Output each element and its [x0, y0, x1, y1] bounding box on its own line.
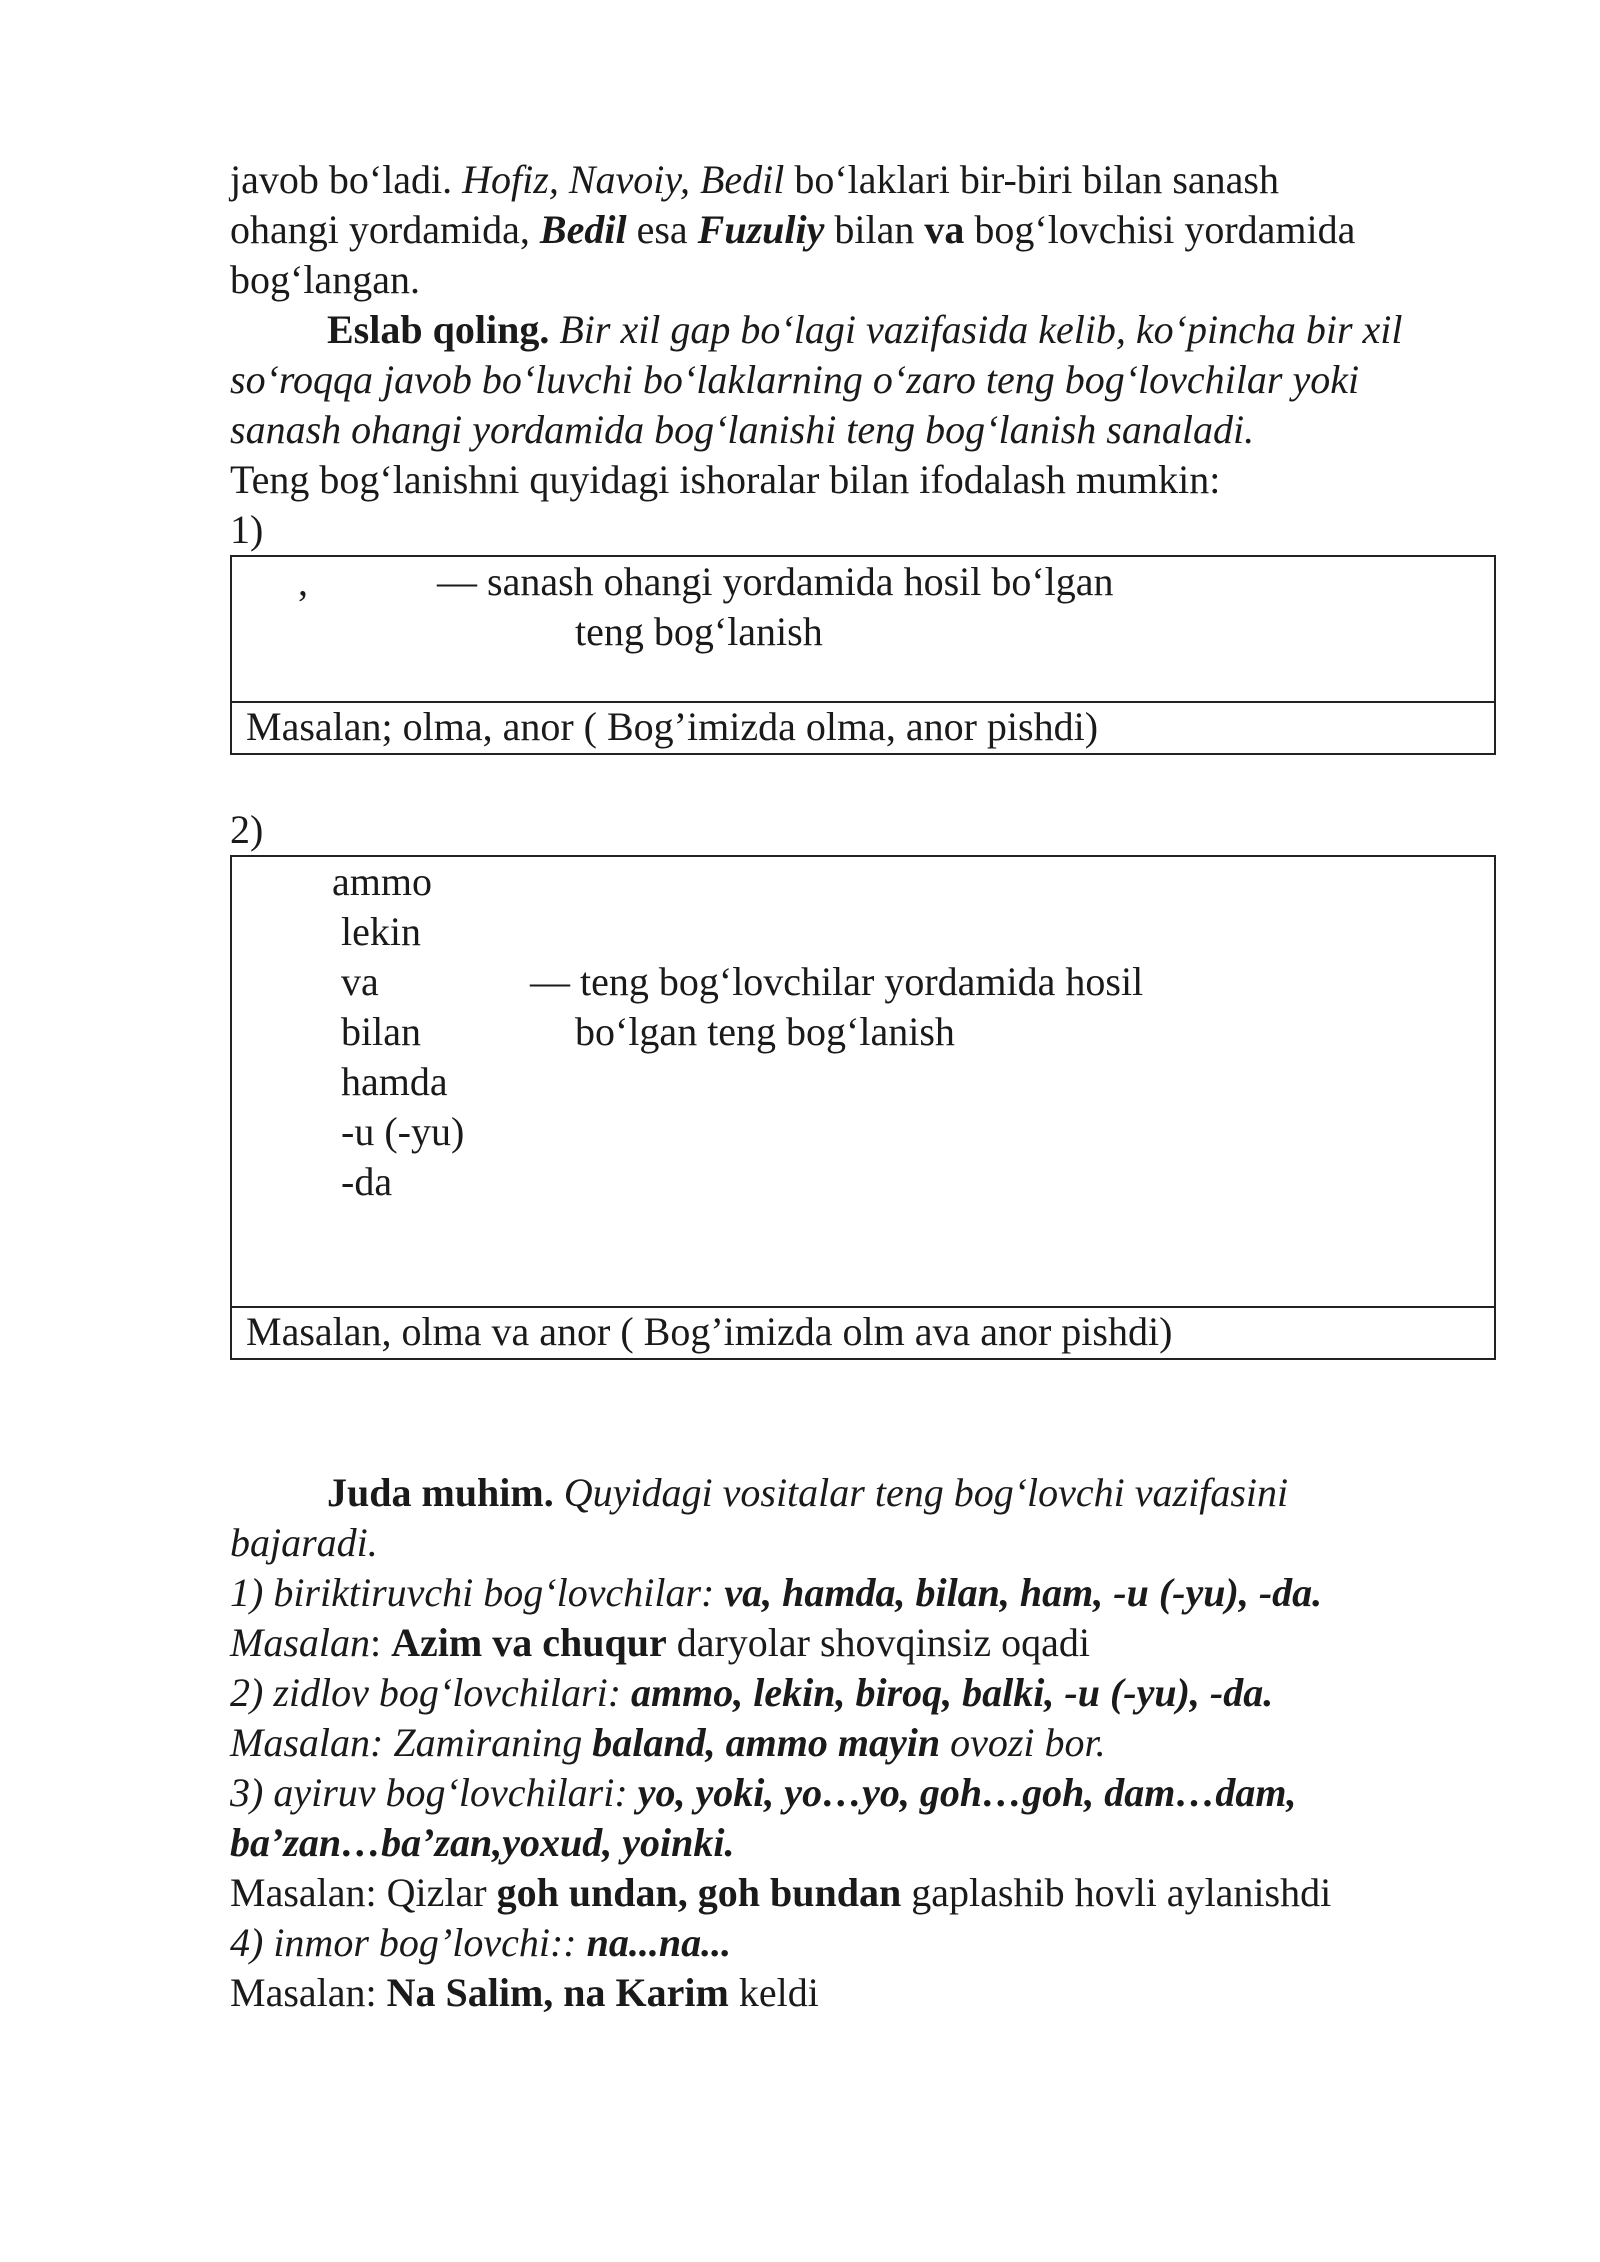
example-separator: : [370, 1620, 392, 1665]
important-text: Quyidagi vositalar teng bog‘lovchi vazifasini [553, 1470, 1289, 1515]
item-3-heading [230, 1768, 1500, 1818]
rule-line-2 [230, 355, 1500, 405]
example-rest: gaplashib hovli aylanishdi [901, 1870, 1332, 1915]
example-bold: Azim va chuqur [391, 1620, 667, 1665]
important-line-2 [230, 1518, 1500, 1568]
comma-symbol: , [298, 559, 308, 604]
item-words: yo, yoki, yo…yo, goh…goh, dam…dam, [637, 1770, 1297, 1815]
rule-line-1 [230, 305, 1500, 355]
box2-example: Masalan, olma va anor ( Bog’imizda olm ava anor pishdi) [232, 1306, 1494, 1358]
example-bold: goh undan, goh bundan [496, 1870, 902, 1915]
rule-text: sanash ohangi yordamida bog‘lanishi teng bog‘lanish sanaladi. [230, 407, 1255, 452]
important-text: bajaradi. [230, 1520, 378, 1565]
example-rest: ovozi bor. [940, 1720, 1106, 1765]
document-page [230, 155, 1500, 2018]
item-3-heading-cont [230, 1818, 1500, 1868]
item-1-example [230, 1618, 1500, 1668]
item-lead: 2) zidlov bog‘lovchilari: [230, 1670, 632, 1715]
intro-text: bilan [824, 207, 925, 252]
item-4-heading [230, 1918, 1500, 1968]
intro-text: ohangi yordamida, [230, 207, 540, 252]
intro-line-1 [230, 155, 1500, 205]
notation-intro: Teng bog‘lanishni quyidagi ishoralar bilan ifodalash mumkin: [230, 457, 1221, 502]
box1-description-line-2: teng bog‘lanish [575, 609, 823, 654]
intro-text: esa [626, 207, 698, 252]
example-label: Masalan [230, 1620, 370, 1665]
example-label: Masalan: [230, 1970, 387, 2015]
item-1-heading [230, 1568, 1500, 1618]
example-label: Masalan: Qizlar [230, 1870, 497, 1915]
item-2-heading [230, 1668, 1500, 1718]
intro-text: javob bo‘ladi. [230, 157, 463, 202]
conjunction-item: -u (-yu) [341, 1109, 465, 1154]
intro-bold-va: va [924, 207, 965, 252]
item-lead: 1) biriktiruvchi bog‘lovchilar: [230, 1570, 725, 1615]
example-rest: daryolar shovqinsiz oqadi [666, 1620, 1090, 1665]
example-bold: Na Salim, na Karim [386, 1970, 729, 2015]
item-words: ammo, lekin, biroq, balki, -u (-yu), -da. [631, 1670, 1274, 1715]
item-words: va, hamda, bilan, ham, -u (-yu), -da. [724, 1570, 1323, 1615]
intro-text: bo‘laklari bir-biri bilan sanash [784, 157, 1279, 202]
item-2-example [230, 1718, 1500, 1768]
box2-number: 2) [230, 807, 264, 852]
conjunction-item: ammo [332, 859, 432, 904]
item-words: na...na... [586, 1920, 732, 1965]
box2-description-line-2: bo‘lgan teng bog‘lanish [575, 1009, 955, 1054]
conjunction-item: lekin [341, 909, 421, 954]
box-enumeration-notation [230, 555, 1496, 755]
intro-line-3: bog‘langan. [230, 257, 420, 302]
important-line-1 [230, 1468, 1500, 1518]
box1-description-line-1: — sanash ohangi yordamida hosil bo‘lgan [437, 559, 1114, 604]
item-4-example [230, 1968, 1500, 2018]
item-3-example [230, 1868, 1500, 1918]
intro-line-2 [230, 205, 1500, 255]
conjunction-list [332, 857, 464, 1207]
example-bold: baland, ammo mayin [592, 1720, 941, 1765]
item-words: ba’zan…ba’zan,yoxud, yoinki. [230, 1820, 735, 1865]
example-rest: keldi [728, 1970, 819, 2015]
rule-label: Eslab qoling. [327, 307, 550, 352]
rule-text: so‘roqqa javob bo‘luvchi bo‘laklarning o‘zaro teng bog‘lovchilar yoki [230, 357, 1360, 402]
example-label: Masalan: Zamiraning [230, 1720, 593, 1765]
rule-line-3 [230, 405, 1500, 455]
item-lead: 3) ayiruv bog‘lovchilari: [230, 1770, 638, 1815]
conjunction-item: va [341, 959, 379, 1004]
intro-text: bog‘lovchisi yordamida [964, 207, 1356, 252]
intro-bold-fuzuliy: Fuzuliy [697, 207, 825, 252]
conjunction-item: hamda [341, 1059, 448, 1104]
box1-number: 1) [230, 507, 264, 552]
box2-description-line-1: — teng bog‘lovchilar yordamida hosil [530, 959, 1144, 1004]
conjunction-item: -da [341, 1159, 393, 1204]
important-label: Juda muhim. [327, 1470, 554, 1515]
intro-italic-names: Hofiz, Navoiy, Bedil [462, 157, 785, 202]
box1-example: Masalan; olma, anor ( Bog’imizda olma, anor pishdi) [232, 701, 1494, 753]
box-conjunction-notation [230, 855, 1496, 1360]
conjunction-item: bilan [341, 1009, 421, 1054]
rule-text: Bir xil gap bo‘lagi vazifasida kelib, ko‘pincha bir xil [549, 307, 1403, 352]
item-lead: 4) inmor bog’lovchi:: [230, 1920, 587, 1965]
intro-bold-bedil: Bedil [539, 207, 627, 252]
